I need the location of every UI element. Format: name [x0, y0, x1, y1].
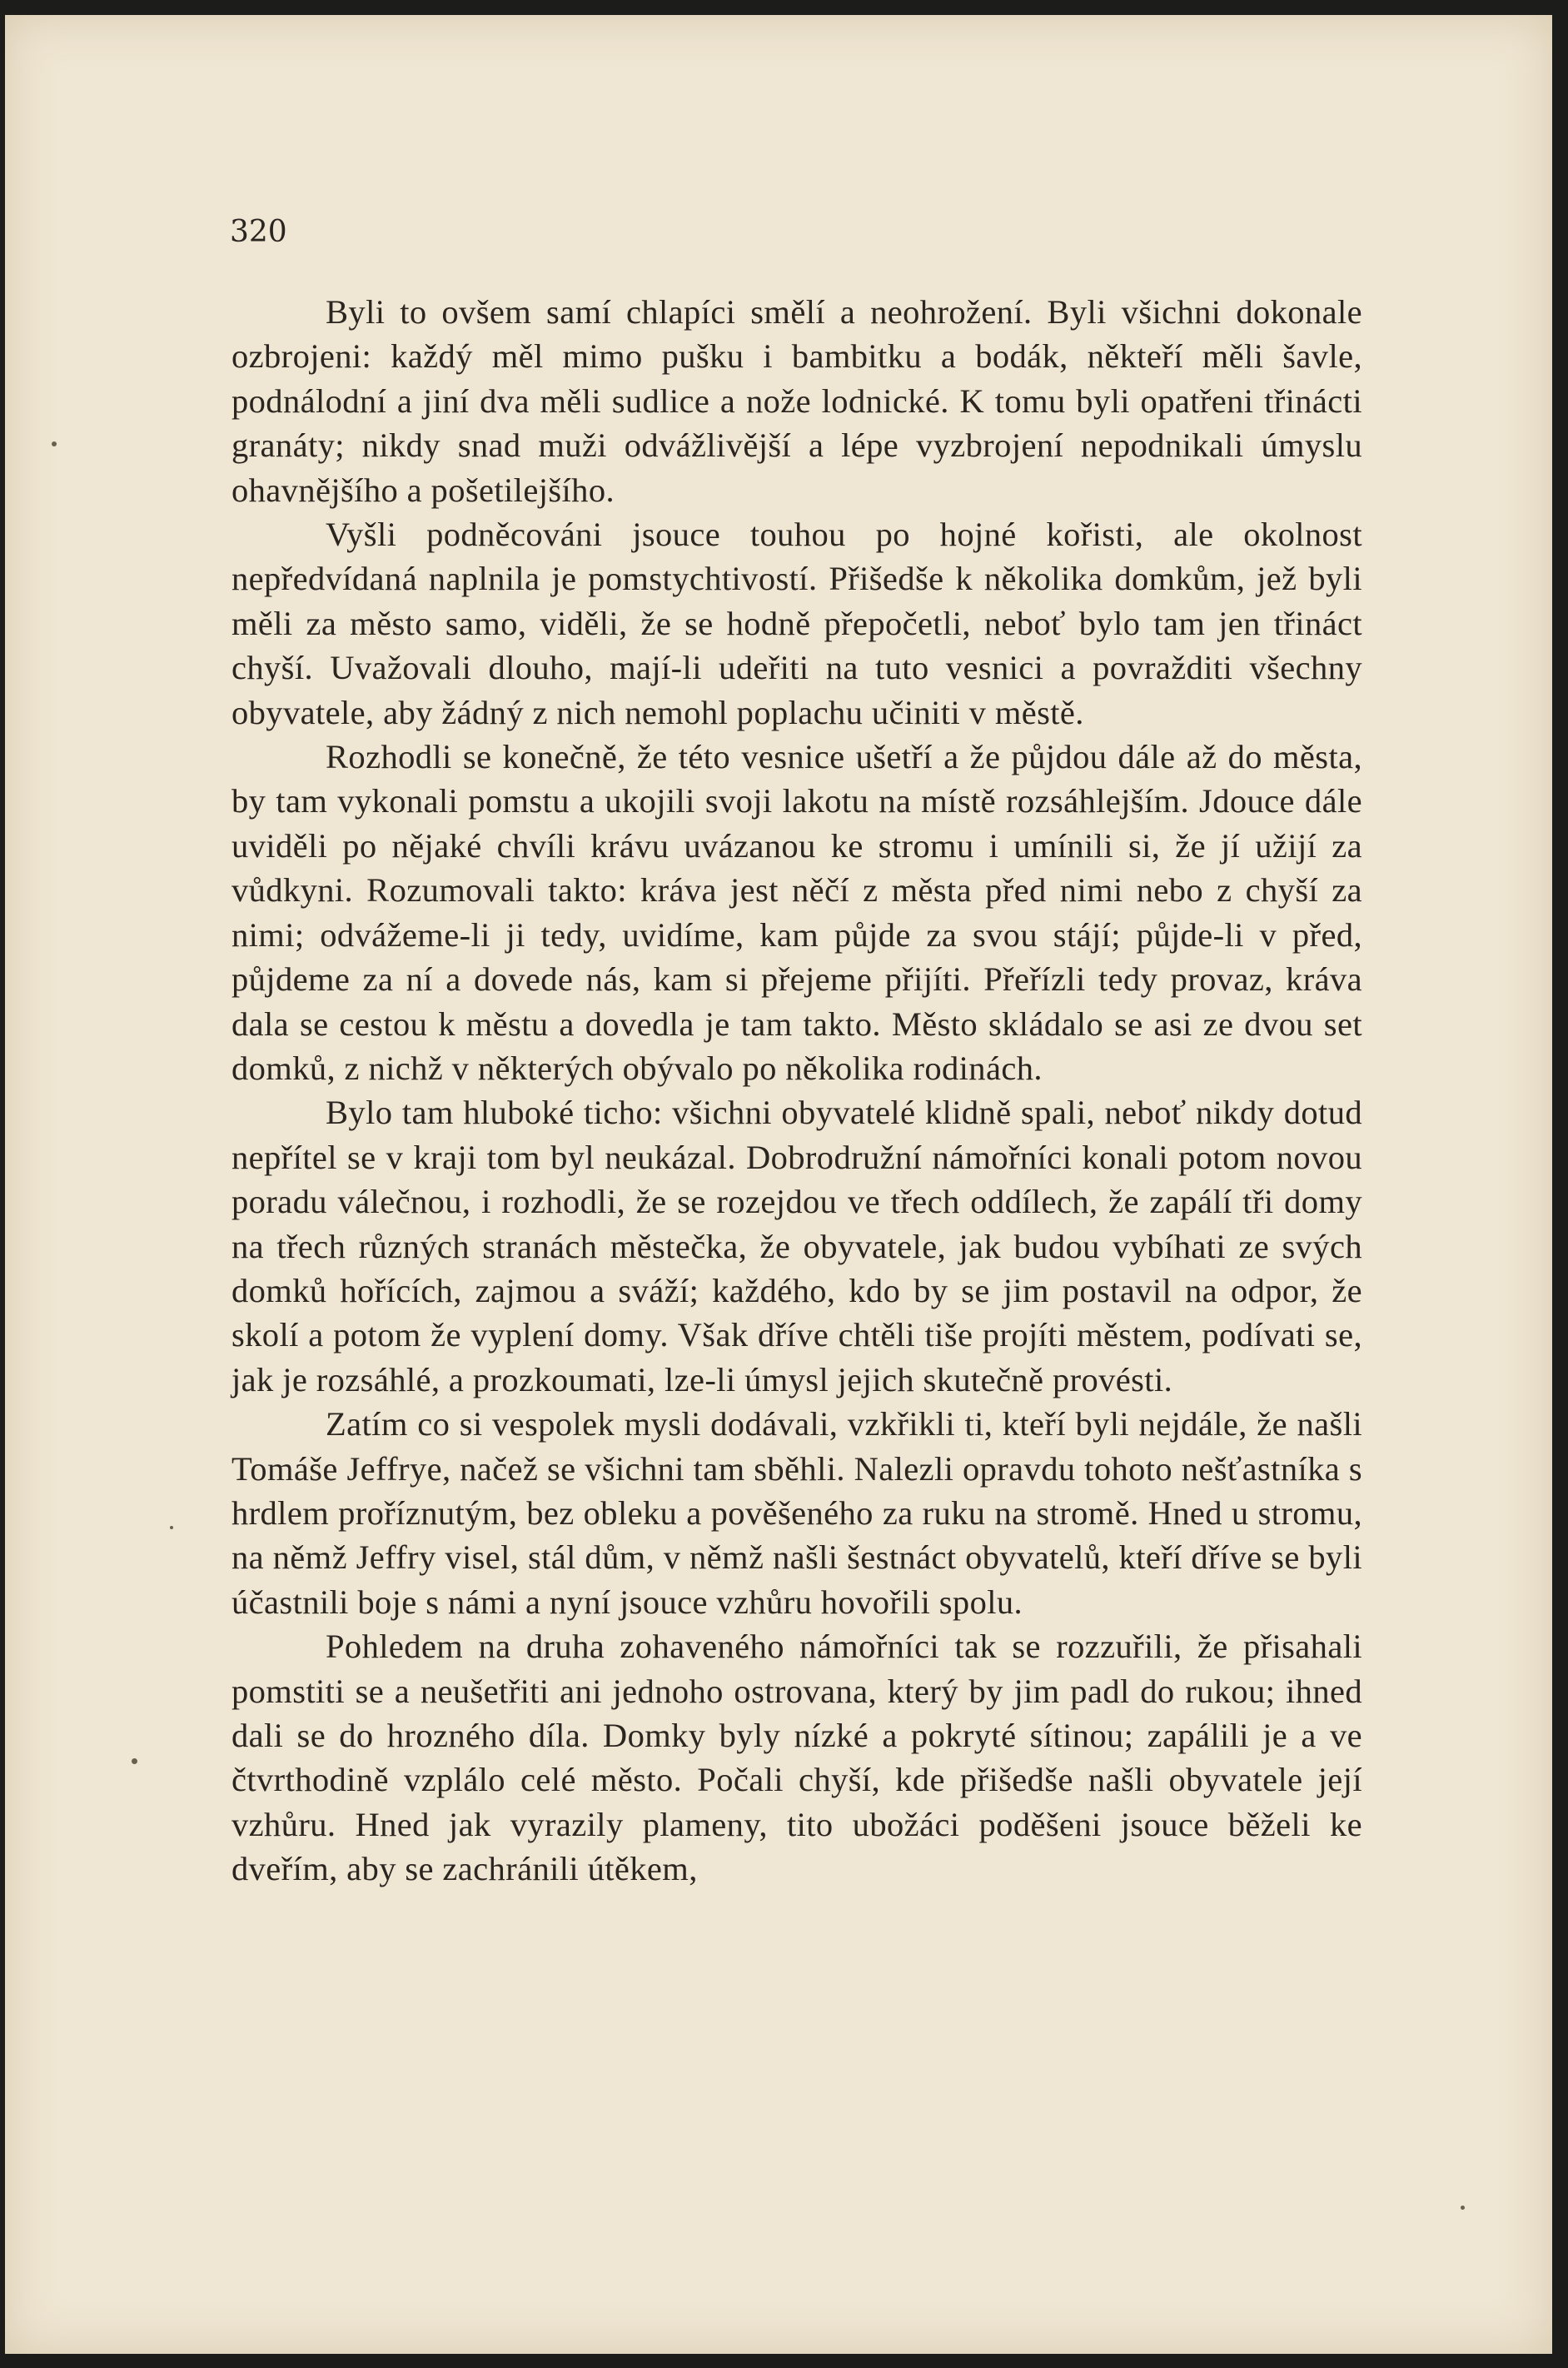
paper-speck: [132, 1758, 137, 1764]
paragraph-5: Zatím co si vespolek mysli dodávali, vzkřikli ti, kteří byli nejdále, že našli Tomáše Jeffrye, načež se všichni tam sběhli. Nalezli opravdu tohoto nešťastníka s hrdlem proříznutým, bez obleku a pověšeného za ruku na stromě. Hned u stromu, na němž Jeffry visel, stál dům, v němž našli šestnáct obyvatelů, kteří dříve se byli účastnili boje s námi a nyní jsouce vzhůru hovořili spolu.: [231, 1405, 1362, 1621]
paragraph-2: Vyšli podněcováni jsouce touhou po hojné kořisti, ale okolnost nepředvídaná naplnila je pomstychtivostí. Přišedše k několika domkům, jež byli měli za město samo, viděli, že se hodně přepočetli, neboť bylo tam jen třináct chyší. Uvažovali dlouho, mají-li udeřiti na tuto vesnici a povražditi všechny obyvatele, aby žádný z nich nemohl poplachu učiniti v městě.: [231, 516, 1362, 731]
paragraph-4: Bylo tam hluboké ticho: všichni obyvatelé klidně spali, neboť nikdy dotud nepřítel se v kraji tom byl neukázal. Dobrodružní námořníci konali potom novou poradu válečnou, i rozhodli, že se rozejdou ve třech oddílech, že zapálí tři domy na třech různých stranách městečka, že obyvatele, jak budou vybíhati ze svých domků hořících, zajmou a sváží; každého, kdo by se jim postavil na odpor, že skolí a potom že vyplení domy. Však dříve chtěli tiše projíti městem, podívati se, jak je rozsáhlé, a prozkoumati, lze-li úmysl jejich skutečně provésti.: [231, 1094, 1362, 1398]
page-number: 320: [230, 215, 287, 249]
paragraph-3: Rozhodli se konečně, že této vesnice ušetří a že půjdou dále až do města, by tam vykonali pomstu a ukojili svoji lakotu na místě rozsáhlejším. Jdouce dále uviděli po nějaké chvíli krávu uvázanou ke stromu i umínili si, že jí užijí za vůdkyni. Rozumovali takto: kráva jest něčí z města před nimi nebo z chyší za nimi; odvážeme-li ji tedy, uvidíme, kam půjde za svou stájí; půjde-li v před, půjdeme za ní a dovede nás, kam si přejeme přijíti. Přeřízli tedy provaz, kráva dala se cestou k městu a dovedla je tam takto. Město skládalo se asi ze dvou set domků, z nichž v některých obývalo po několika rodinách.: [231, 738, 1362, 1087]
paper-speck: [1461, 2206, 1465, 2210]
paper-speck: [170, 1526, 173, 1529]
paper-speck: [52, 441, 57, 446]
paragraph-1: Byli to ovšem samí chlapíci smělí a neohrožení. Byli všichni dokonale ozbrojeni: každý měl mimo pušku i bambitku a bodák, někteří měli šavle, podnálodní a jiní dva měli sudlice a nože lodnické. K tomu byli opatřeni třinácti granáty; nikdy snad muži odvážlivější a lépe vyzbrojení nepodnikali úmyslu ohavnějšího a pošetilejšího.: [231, 293, 1362, 509]
book-page: [5, 15, 1552, 2354]
paragraph-6: Pohledem na druha zohaveného námořníci tak se rozzuřili, že přisahali pomstiti se a neušetřiti ani jednoho ostrovana, který by jim padl do rukou; ihned dali se do hrozného díla. Domky byly nízké a pokryté sítinou; zapálili je a ve čtvrthodině vzplálo celé město. Počali chyší, kde přišedše našli obyvatele její vzhůru. Hned jak vyrazily plameny, tito ubožáci poděšeni jsouce běželi ke dveřím, aby se zachránili útěkem,: [231, 1628, 1362, 1888]
body-text: [231, 290, 1362, 1892]
